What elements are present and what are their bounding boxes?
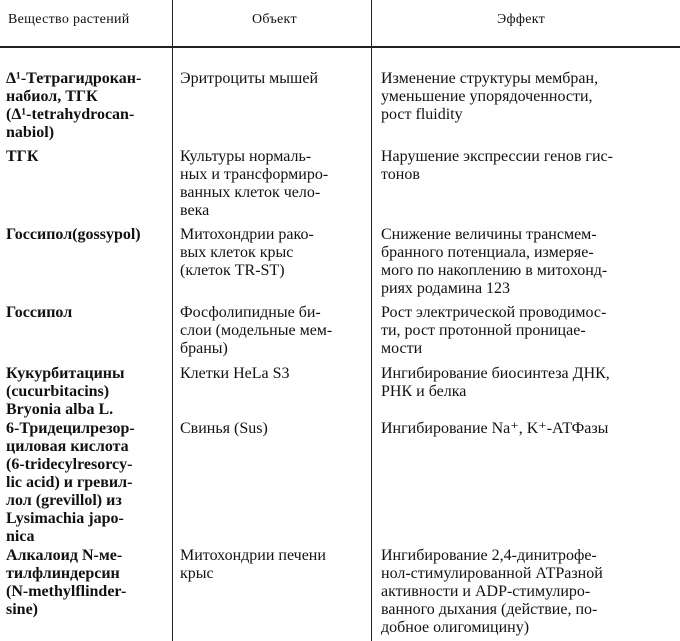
row-6-object: Свинья (Sus) [180, 420, 268, 437]
row-3-substance: Госсипол(gossypol) [6, 226, 141, 243]
header-substance: Вещество растений [8, 12, 130, 27]
row-7-effect: Ингибирование 2,4-динитрофе- нол-стимулированной АТРазной активности и ADP-стимулиро- ванного дыхания (действие, по- добное олигомицину) [381, 547, 603, 636]
row-5-object: Клетки HeLa S3 [180, 365, 290, 382]
column-divider [371, 0, 372, 641]
row-7-substance: Алкалоид N-ме- тилфлиндерсин (N-methylflinder- sine) [6, 547, 127, 618]
header-divider [0, 46, 680, 48]
row-6-substance: 6-Тридецилрезор- циловая кислота (6-tridecylresorcy- lic acid) и гревил- лол (grevillol) из Lysimachia japo- nica [6, 420, 135, 545]
row-4-substance: Госсипол [6, 304, 73, 321]
row-1-substance: Δ¹-Тетрагидрокан- набиол, ТГК (Δ¹-tetrahydrocan- nabiol) [6, 70, 142, 141]
header-object: Объект [252, 12, 297, 27]
row-4-object: Фосфолипидные би- слои (модельные мем- браны) [180, 304, 333, 357]
row-2-effect: Нарушение экспрессии генов гис- тонов [381, 148, 613, 183]
row-5-effect: Ингибирование биосинтеза ДНК, РНК и белка [381, 365, 610, 400]
row-6-effect: Ингибирование Na⁺, K⁺-АТФазы [381, 420, 609, 437]
row-5-substance: Кукурбитацины (cucurbitacins) Bryonia alba L. [6, 365, 125, 418]
column-divider [172, 0, 173, 641]
header-effect: Эффект [497, 12, 546, 27]
row-2-substance: ТГК [6, 148, 39, 165]
row-3-effect: Снижение величины трансмем- бранного потенциала, измеряе- мого по накоплению в митохонд- риях родамина 123 [381, 226, 608, 297]
row-1-object: Эритроциты мышей [180, 70, 319, 87]
row-3-object: Митохондрии рако- вых клеток крыс (клеток TR-ST) [180, 226, 314, 279]
row-1-effect: Изменение структуры мембран, уменьшение упорядоченности, рост fluidity [381, 70, 599, 123]
row-2-object: Культуры нормаль- ных и трансформиро- ванных клеток чело- века [180, 148, 329, 219]
row-7-object: Митохондрии печени крыс [180, 547, 326, 582]
row-4-effect: Рост электрической проводимос- ти, рост протонной проницае- мости [381, 304, 607, 357]
